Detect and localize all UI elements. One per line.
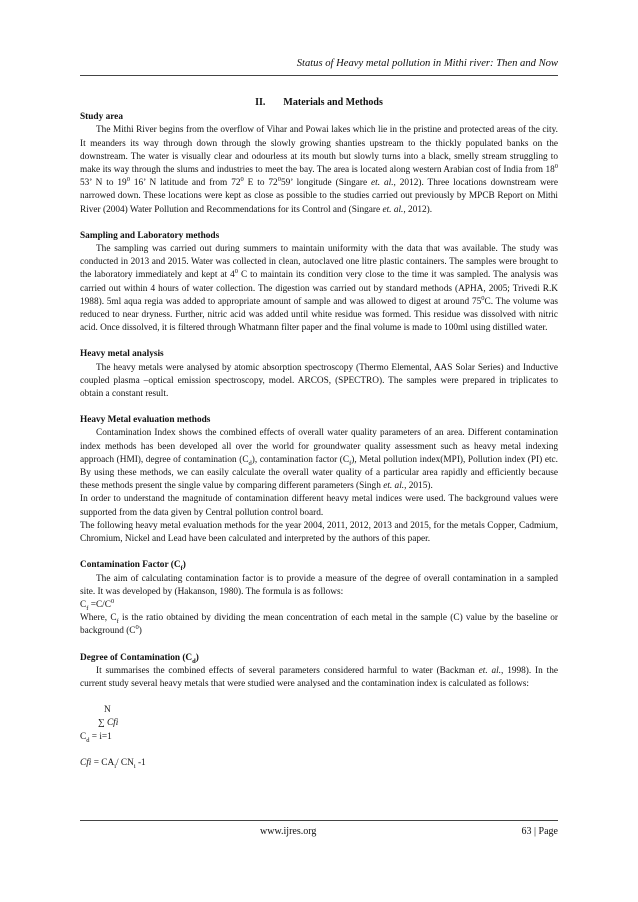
study-area-heading: Study area bbox=[80, 112, 123, 123]
footer-page-number: 63 | Page bbox=[521, 826, 558, 837]
sum-expression: ∑ Cfi bbox=[98, 718, 119, 729]
cf-heading: Contamination Factor $(C_f)$ bbox=[80, 560, 186, 573]
cfi-formula: Cfi = $CA_i/$ $CN_i$ -1 bbox=[80, 757, 146, 770]
cd-paragraph: It summarises the combined effects of several parameters considered harmful to water (Backman et. al., 1998). In the current study several heavy metals that were studied were analysed and the contamination index is calculated as follows: bbox=[80, 665, 558, 689]
summation-block bbox=[98, 704, 558, 730]
heavy-metal-analysis-paragraph: The heavy metals were analysed by atomic absorption spectroscopy (Thermo Elemental, AAS Solar Series) and Inductive coupled plasma –optical emission spectroscopy, model. ARCOS, (SPECTRO). The samples were prepared in triplicates to obtain a constant result. bbox=[80, 362, 558, 400]
cd-heading: Degree of Contamination $(C_d)$ bbox=[80, 652, 199, 665]
cf-paragraph: The aim of calculating contamination factor is to provide a measure of the degree of overall contamination in a sampled site. It was developed by (Hakanson, 1980). The formula is as follows: bbox=[80, 573, 558, 597]
footer-site: www.ijres.org bbox=[260, 826, 317, 837]
section-title: Materials and Methods bbox=[283, 97, 383, 108]
sampling-paragraph: The sampling was carried out during summers to maintain uniformity with the data that was available. The study was conducted in 2013 and 2015. Water was collected in clean, autoclaved one litre plastic containers. The samples were brought to the laboratory immediately and kept at $4^0$ C to maintain its condition very close to the time it was sampled. The analysis was carried out within 4 hours of water collection. The digestion was carried out by standard methods (APHA, 2005; Trivedi R.K 1988). 5ml aqua regia was added to appropriate amount of sample and was allowed to digest at around $75^0C$. The volume was reduced to near dryness. Further, nitric acid was added until white residue was formed. This residue was dissolved with nitric acid. Once dissolved, it is filtered through Whatmann filter paper and the final volume is made to 100ml using distilled water. bbox=[80, 244, 558, 334]
cf-formula: $C_f =C/C^0$ bbox=[80, 597, 115, 612]
heavy-metal-analysis-heading: Heavy metal analysis bbox=[80, 349, 164, 360]
header-rule bbox=[80, 75, 558, 76]
evaluation-paragraph-2: In order to understand the magnitude of contamination different heavy metal indices were used. The background values were supported from the data given by Central pollution control board. bbox=[80, 494, 558, 518]
section-heading bbox=[80, 96, 558, 109]
sum-symbol: ∑ bbox=[98, 718, 105, 729]
page-body bbox=[80, 96, 558, 770]
cd-formula: $C_d = i=1$ bbox=[80, 731, 112, 744]
cf-where: Where, $C_f$ is the ratio obtained by dividing the mean concentration of each metal in the sample (C) value by the baseline or background $(C^0)$ bbox=[80, 613, 558, 637]
evaluation-heading: Heavy Metal evaluation methods bbox=[80, 415, 211, 426]
study-area-paragraph: The Mithi River begins from the overflow of Vihar and Powai lakes which lie in the pristine and protected areas of the city. It meanders its way through down through the slowly growing shanties upstream to the thickly populated banks on the downstream. The water is visually clear and odourless at its mouth but slowly turns into a black, smelly stream struggling to make its way through the slums and industries to meet the bay. The area is located along western Arabian cost of India from $18^0$ 53’ N to $19^0$ 16’ N latitude and from $72^0$ E to $72^059$’ longitude (Singare et. al., 2012). Three locations downstream were narrowed down. These locations were kept as close as possible to the studies carried out previously by MPCB Report on Mithi River (2004) Water Pollution and Recommendations for its Control and (Singare et. al., 2012). bbox=[80, 125, 559, 215]
sum-upper-limit: N bbox=[104, 705, 111, 716]
footer-rule bbox=[80, 820, 558, 821]
sampling-heading: Sampling and Laboratory methods bbox=[80, 230, 220, 241]
running-header bbox=[0, 58, 638, 74]
evaluation-paragraph-3: The following heavy metal evaluation methods for the year 2004, 2011, 2012, 2013 and 2015, for the metals Copper, Cadmium, Chromium, Nickel and Lead have been calculated and interpreted by the authors of this paper. bbox=[80, 520, 558, 545]
evaluation-paragraph: Contamination Index shows the combined effects of overall water quality parameters of an area. Different contamination index methods has been developed all over the world for groundwater quality assessment such as heavy metal indexing approach (HMI), degree of contamination $(C_d)$, contamination factor $(C_f)$, Metal pollution index(MPI), Pollution index (PI) etc. By using these methods, we can easily calculate the overall water quality of a particular area rapidly and efficiently because these methods present the single value by comparing different parameters (Singh et. al., 2015). bbox=[80, 428, 558, 492]
running-title: Status of Heavy metal pollution in Mithi river: Then and Now bbox=[296, 58, 558, 69]
section-number: II. bbox=[255, 97, 266, 108]
